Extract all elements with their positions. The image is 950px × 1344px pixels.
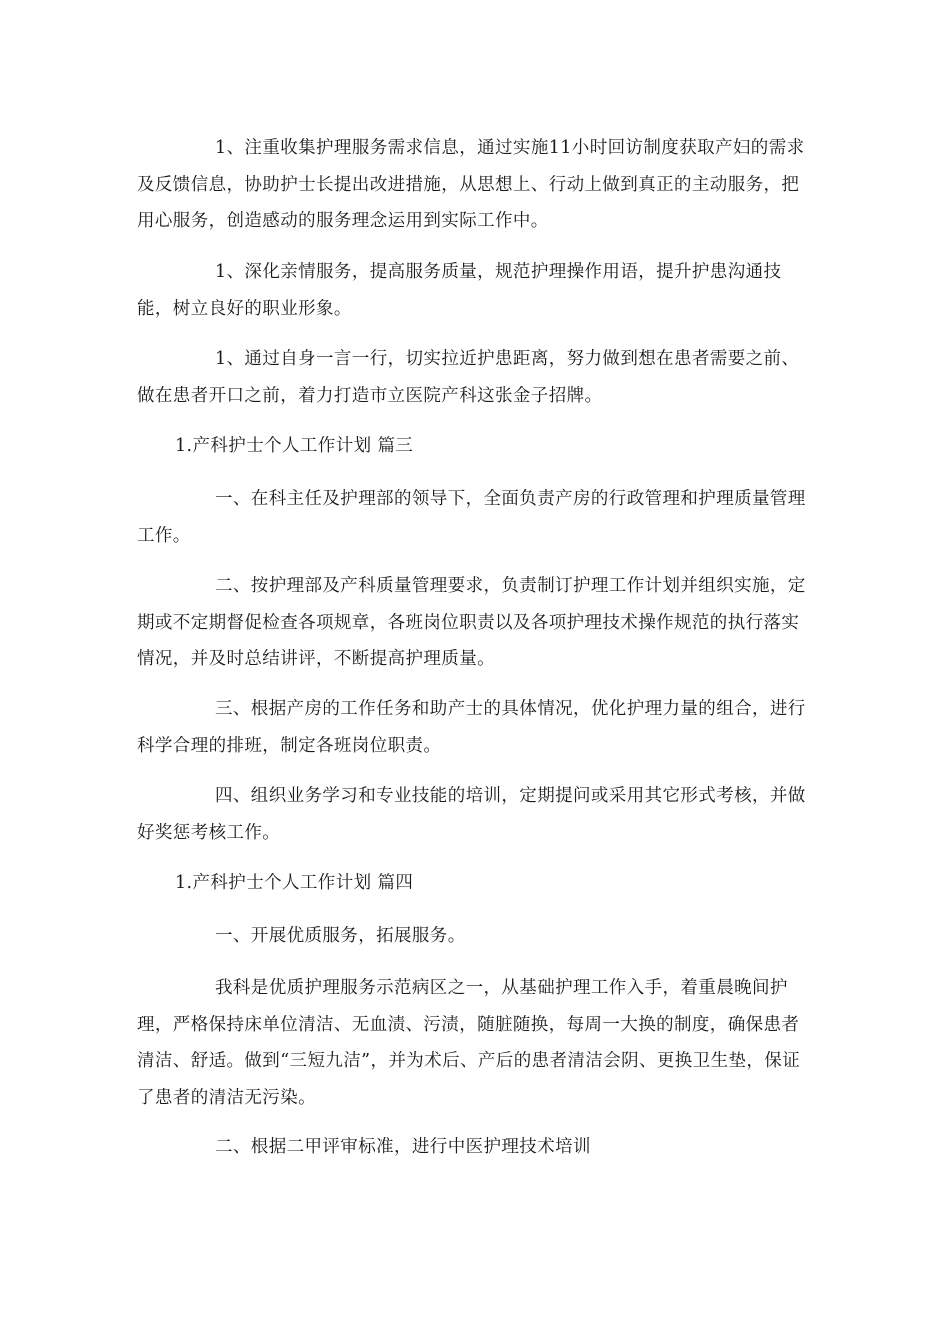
section-heading-part-four: 1.产科护士个人工作计划 篇四 — [175, 873, 414, 893]
paragraph-3: 1、通过自身一言一行，切实拉近护患距离，努力做到想在患者需要之前、做在患者开口之前，着力打造市立医院产科这张金子招牌。 — [137, 349, 800, 406]
paragraph-6: 三、根据产房的工作任务和助产士的具体情况，优化护理力量的组合，进行科学合理的排班，制定各班岗位职责。 — [137, 699, 806, 756]
paragraph-4: 一、在科主任及护理部的领导下，全面负责产房的行政管理和护理质量管理工作。 — [137, 489, 806, 546]
paragraph-9: 我科是优质护理服务示范病区之一，从基础护理工作入手，着重晨晚间护理，严格保持床单位清洁、无血渍、污渍，随脏随换，每周一大换的制度，确保患者清洁、舒适。做到“三短九洁”，并为术后、产后的患者清洁会阴、更换卫生垫，保证了患者的清洁无污染。 — [137, 978, 801, 1108]
paragraph-2: 1、深化亲情服务，提高服务质量，规范护理操作用语，提升护患沟通技能，树立良好的职业形象。 — [137, 262, 782, 319]
paragraph-5: 二、按护理部及产科质量管理要求，负责制订护理工作计划并组织实施，定期或不定期督促检查各项规章，各班岗位职责以及各项护理技术操作规范的执行落实情况，并及时总结讲评，不断提高护理质量。 — [137, 576, 806, 669]
paragraph-8: 一、开展优质服务，拓展服务。 — [215, 926, 466, 946]
paragraph-7: 四、组织业务学习和专业技能的培训，定期提问或采用其它形式考核，并做好奖惩考核工作。 — [137, 786, 806, 843]
paragraph-1: 1、注重收集护理服务需求信息，通过实施11小时回访制度获取产妇的需求及反馈信息，协助护士长提出改进措施，从思想上、行动上做到真正的主动服务，把用心服务，创造感动的服务理念运用到实际工作中。 — [137, 138, 805, 231]
paragraph-10: 二、根据二甲评审标准，进行中医护理技术培训 — [215, 1137, 591, 1157]
section-heading-part-three: 1.产科护士个人工作计划 篇三 — [175, 436, 414, 456]
